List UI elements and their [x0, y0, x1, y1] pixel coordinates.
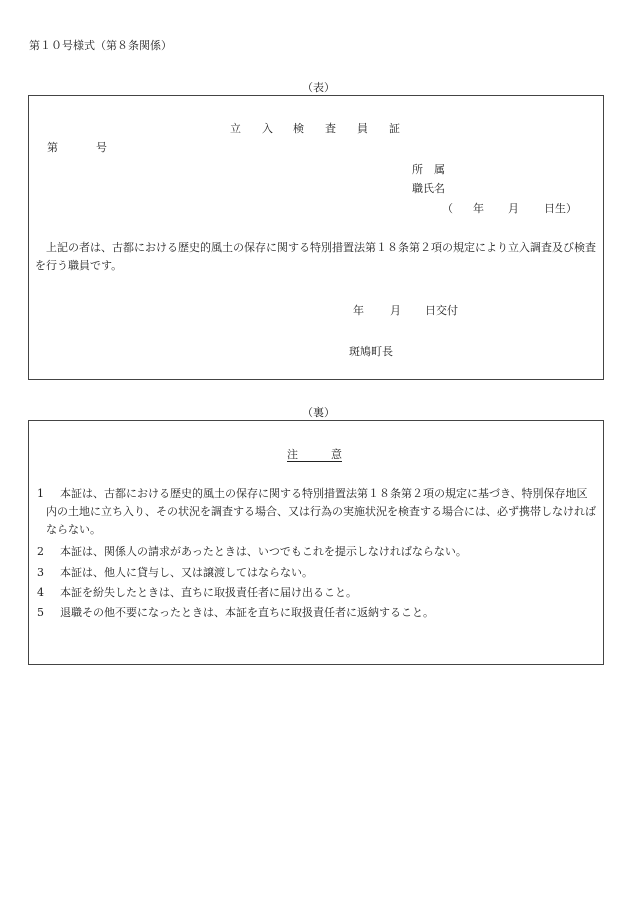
number-suffix: 号: [96, 141, 107, 154]
card-title-char-4: 査: [325, 122, 336, 135]
back-card: [28, 420, 604, 665]
caution-title: 注 意: [287, 448, 342, 461]
caution-item-text: 本証を紛失したときは、直ちに取扱責任者に届け出ること。: [60, 586, 357, 599]
caution-item-number: 5: [37, 606, 44, 619]
caution-item-text: 本証は、関係人の請求があったときは、いつでもこれを提示しなければならない。: [60, 545, 467, 558]
form-title: 第１０号様式（第８条関係）: [29, 39, 172, 52]
caution-item-text: 退職その他不要になったときは、本証を直ちに取扱責任者に返納すること。: [60, 606, 434, 619]
caution-item-text: 本証は、古都における歴史的風土の保存に関する特別措置法第１８条第２項の規定に基づき、特別保存地区内の土地に立ち入り、その状況を調査する場合、又は行為の実施状況を検査する場合には、必ず携帯しなければならない。: [46, 487, 596, 536]
card-title-char-3: 検: [293, 122, 304, 135]
front-label: （表）: [302, 81, 335, 94]
caution-item-number: 2: [37, 545, 44, 558]
caution-item-1: [37, 485, 597, 539]
caution-item-number: 1: [37, 487, 44, 500]
caution-item-text: 本証は、他人に貸与し、又は譲渡してはならない。: [60, 566, 313, 579]
birth-year: 年: [473, 202, 484, 215]
birth-month: 月: [508, 202, 519, 215]
card-title-char-2: 入: [262, 122, 273, 135]
caution-item-number: 3: [37, 566, 44, 579]
issuer-name: 斑鳩町長: [349, 345, 393, 358]
number-prefix: 第: [47, 141, 58, 154]
issue-year: 年: [353, 304, 364, 317]
position-name-label: 職氏名: [412, 182, 445, 195]
caution-item-4: [37, 584, 597, 602]
caution-item-5: [37, 604, 597, 622]
caution-item-number: 4: [37, 586, 44, 599]
birth-open: （: [442, 202, 453, 215]
caution-item-3: [37, 564, 597, 582]
caution-item-2: [37, 543, 597, 561]
card-title-char-6: 証: [389, 122, 400, 135]
issue-day: 日交付: [425, 304, 458, 317]
issue-month: 月: [390, 304, 401, 317]
card-title-char-1: 立: [230, 122, 241, 135]
affiliation-label: 所 属: [412, 163, 445, 176]
card-title-char-5: 員: [357, 122, 368, 135]
back-label: （裏）: [302, 406, 335, 419]
birth-day: 日生）: [544, 202, 577, 215]
front-card: [28, 95, 604, 380]
statement-text: 上記の者は、古都における歴史的風土の保存に関する特別措置法第１８条第２項の規定により立入調査及び検査を行う職員です。: [35, 241, 596, 272]
